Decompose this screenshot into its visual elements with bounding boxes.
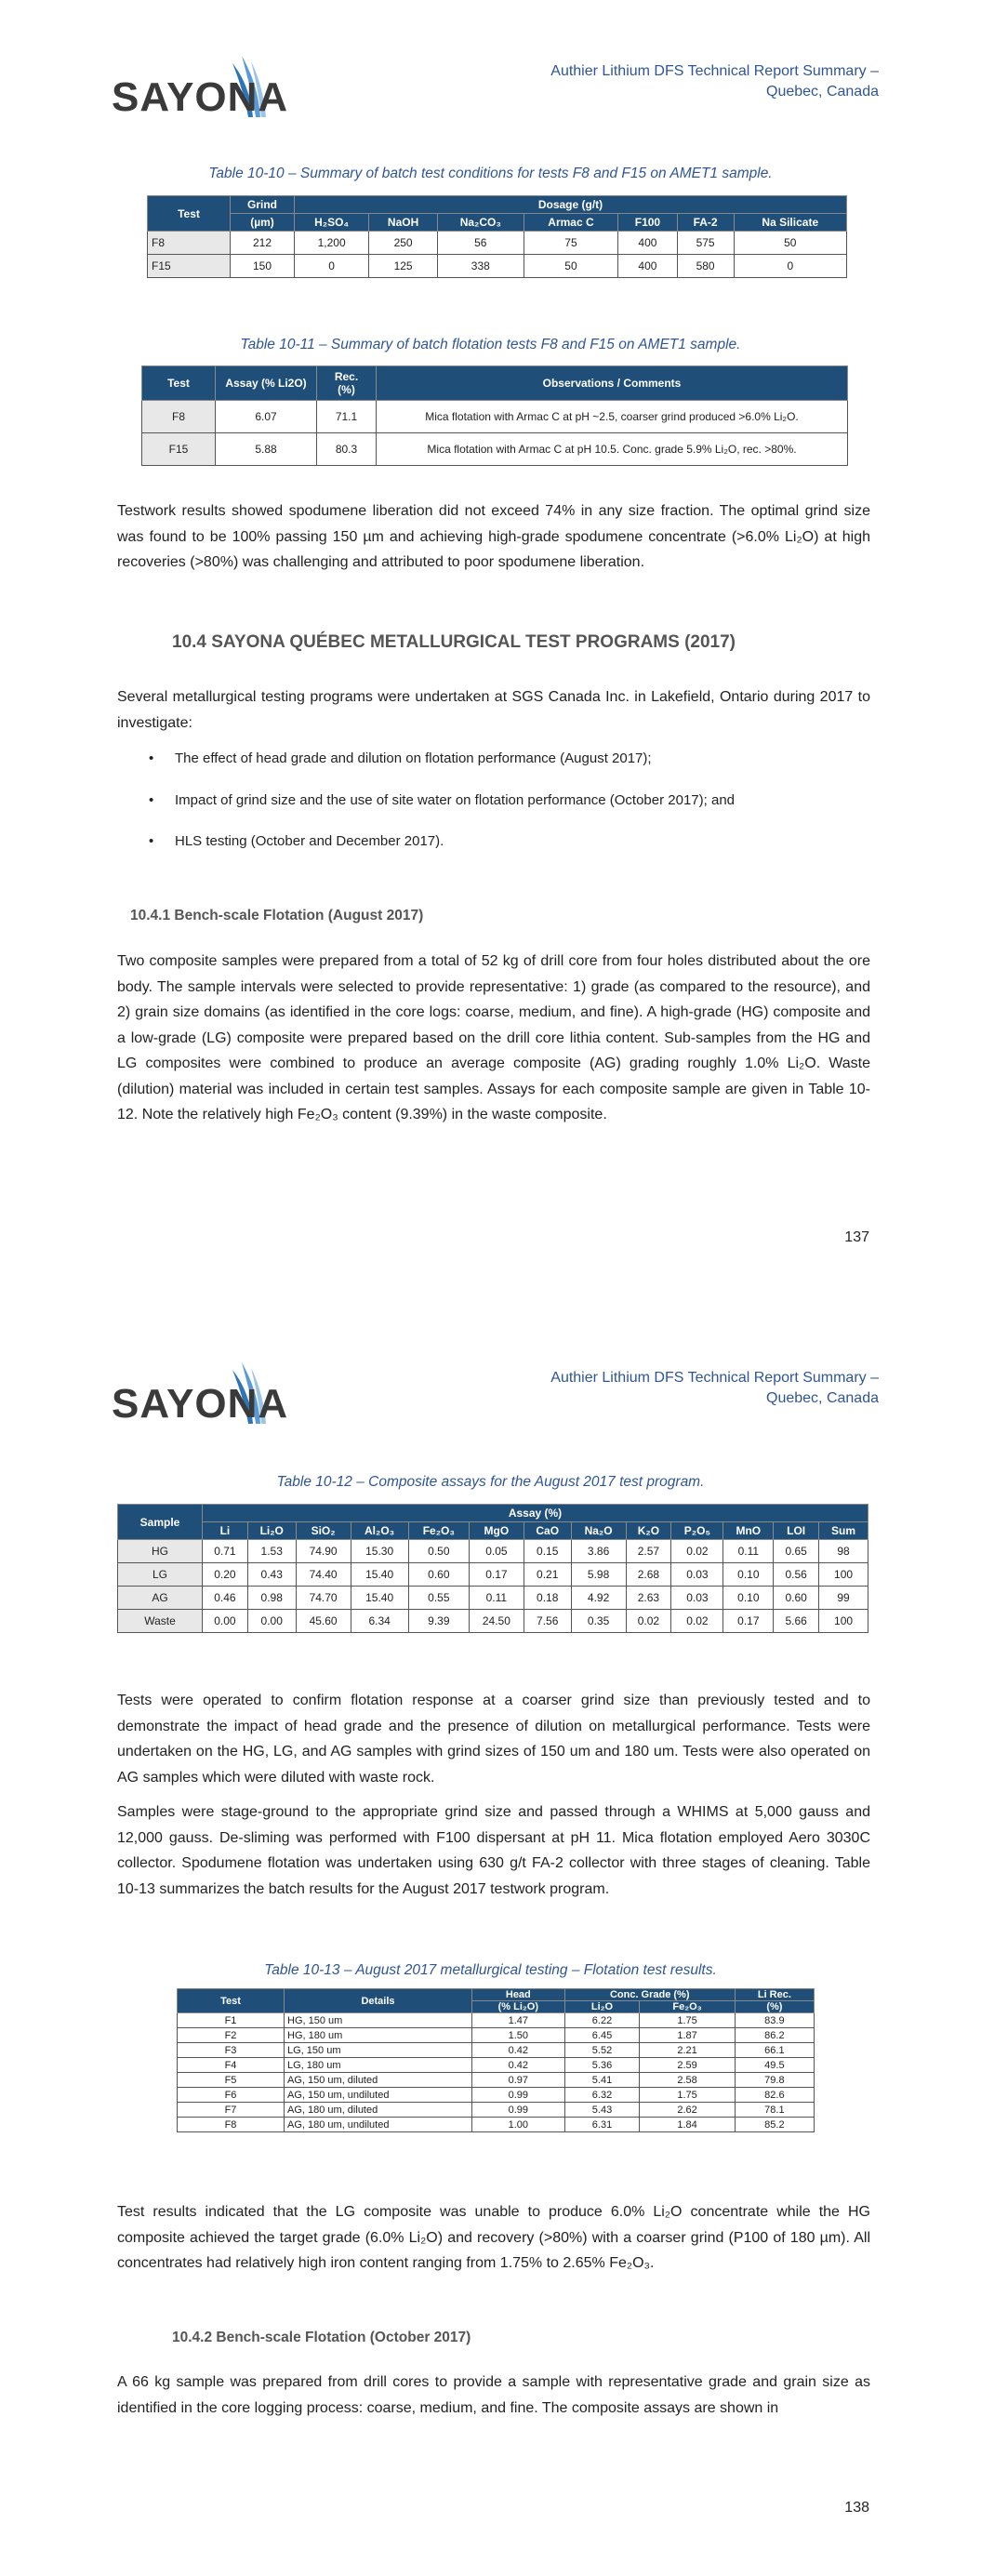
cell: 74.70 [296, 1587, 351, 1610]
cell: 2.59 [640, 2058, 735, 2073]
cell: Mica flotation with Armac C at pH 10.5. Conc. grade 5.9% Li₂O, rec. >80%. [377, 433, 848, 466]
table-row [178, 2103, 815, 2118]
header-title-line1: Authier Lithium DFS Technical Report Summary – [550, 1370, 879, 1386]
col-assay: Assay (%) [203, 1505, 868, 1522]
cell: AG [118, 1587, 203, 1610]
bullet-icon: • [149, 792, 154, 808]
cell: 0.55 [408, 1587, 469, 1610]
col-cao: CaO [524, 1522, 571, 1540]
cell: 6.07 [216, 401, 317, 433]
cell: 0.60 [408, 1563, 469, 1587]
cell: 0.99 [472, 2088, 565, 2103]
col-test: Test [178, 1989, 285, 2013]
table-10-10-caption: Table 10-10 – Summary of batch test conditions for tests F8 and F15 on AMET1 sample. [208, 166, 773, 181]
col-conc-li2o: Li₂O [564, 2001, 640, 2013]
cell: AG, 150 um, undiluted [285, 2088, 472, 2103]
cell: 74.90 [296, 1540, 351, 1563]
cell: Mica flotation with Armac C at pH ~2.5, coarser grind produced >6.0% Li₂O. [377, 401, 848, 433]
col-rec-line1: Rec. [334, 370, 359, 383]
cell: 338 [437, 255, 524, 278]
cell: F1 [178, 2013, 285, 2028]
cell: 50 [524, 255, 618, 278]
cell: F8 [142, 401, 216, 433]
cell: 2.62 [640, 2103, 735, 2118]
table-row [178, 2013, 815, 2028]
cell: 100 [819, 1610, 868, 1633]
cell: 1.84 [640, 2118, 735, 2132]
cell: 74.40 [296, 1563, 351, 1587]
cell: 80.3 [317, 433, 377, 466]
cell: 2.63 [626, 1587, 671, 1610]
col-na2o: Na₂O [571, 1522, 626, 1540]
cell: 0.15 [524, 1540, 571, 1563]
header-title-line1: Authier Lithium DFS Technical Report Summary – [550, 63, 879, 79]
cell: F2 [178, 2028, 285, 2043]
cell: 4.92 [571, 1587, 626, 1610]
col-li-rec: Li Rec. [735, 1989, 814, 2001]
cell: F15 [148, 255, 231, 278]
cell: 0.42 [472, 2043, 565, 2058]
cell: 45.60 [296, 1610, 351, 1633]
cell: F4 [178, 2058, 285, 2073]
cell: 5.43 [564, 2103, 640, 2118]
col-fa2: FA-2 [677, 214, 734, 232]
cell: 212 [231, 232, 295, 255]
col-test: Test [142, 366, 216, 401]
cell: 2.57 [626, 1540, 671, 1563]
col-armac: Armac C [524, 214, 618, 232]
cell: 1.75 [640, 2013, 735, 2028]
table-10-11-caption: Table 10-11 – Summary of batch flotation tests F8 and F15 on AMET1 sample. [240, 337, 741, 352]
paragraph: Samples were stage-ground to the appropriate grind size and passed through a WHIMS at 5,000 gauss and 12,000 gauss. De-sliming was performed with F100 dispersant at pH 11. Mica flotation employed Aero 3030C collector. Spodumene flotation was undertaken using 630 g/t FA-2 collector with three stages of cleaning. Table 10-13 summarizes the batch results for the August 2017 testwork program. [117, 1804, 870, 1897]
cell: 0.17 [469, 1563, 524, 1587]
cell: 0.03 [671, 1587, 723, 1610]
table-10-12 [117, 1504, 868, 1633]
cell: 1.75 [640, 2088, 735, 2103]
paragraph: Test results indicated that the LG composite was unable to produce 6.0% Li₂O concentrate while the HG composite achieved the target grade (6.0% Li₂O) and recovery (>80%) with a coarser grind (P100 of 180 µm). All concentrates had relatively high iron content ranging from 1.75% to 2.65% Fe₂O₃. [117, 2204, 870, 2271]
cell: 85.2 [735, 2118, 814, 2132]
cell: 15.40 [351, 1563, 408, 1587]
col-li-rec-unit: (%) [735, 2001, 814, 2013]
col-rec [317, 366, 377, 401]
cell: 0.11 [469, 1587, 524, 1610]
cell: 15.40 [351, 1587, 408, 1610]
col-f100: F100 [618, 214, 677, 232]
logo-wordmark: SAYONA [112, 74, 289, 120]
cell: 0.21 [524, 1563, 571, 1587]
cell: 0.10 [723, 1563, 774, 1587]
cell: 0.10 [723, 1587, 774, 1610]
table-row [178, 2088, 815, 2103]
cell: 0.98 [247, 1587, 296, 1610]
cell: 0 [734, 255, 846, 278]
report-header [550, 1368, 879, 1409]
cell: 79.8 [735, 2073, 814, 2088]
table-row [118, 1563, 868, 1587]
cell: 78.1 [735, 2103, 814, 2118]
col-li2o: Li₂O [247, 1522, 296, 1540]
table-10-12-caption: Table 10-12 – Composite assays for the August 2017 test program. [276, 1474, 705, 1490]
cell: 6.22 [564, 2013, 640, 2028]
cell: 0 [295, 255, 369, 278]
paragraph: Several metallurgical testing programs were undertaken at SGS Canada Inc. in Lakefield, Ontario during 2017 to investigate: [117, 689, 870, 731]
table-row [142, 433, 848, 466]
table-row [148, 255, 847, 278]
cell: F8 [148, 232, 231, 255]
cell: AG, 180 um, diluted [285, 2103, 472, 2118]
cell: 82.6 [735, 2088, 814, 2103]
cell: 6.34 [351, 1610, 408, 1633]
cell: 0.65 [774, 1540, 819, 1563]
col-details: Details [285, 1989, 472, 2013]
header-title-line2: Quebec, Canada [766, 84, 879, 100]
cell: 0.35 [571, 1610, 626, 1633]
subsection-heading: 10.4.1 Bench-scale Flotation (August 2017) [130, 908, 424, 923]
cell: 580 [677, 255, 734, 278]
table-row [178, 2043, 815, 2058]
col-al2o3: Al₂O₃ [351, 1522, 408, 1540]
cell: 6.32 [564, 2088, 640, 2103]
col-grind: Grind [231, 196, 295, 214]
report-header [550, 61, 879, 102]
paragraph: Tests were operated to confirm flotation response at a coarser grind size than previously tested and to demonstrate the impact of head grade and the presence of dilution on metallurgical performance. Tests were undertaken on the HG, LG, and AG samples with grind sizes of 150 um and 180 um. Tests were also operated on AG samples which were diluted with waste rock. [117, 1693, 870, 1786]
table-row [178, 2118, 815, 2132]
cell: F15 [142, 433, 216, 466]
cell: 1.87 [640, 2028, 735, 2043]
col-assay: Assay (% Li2O) [216, 366, 317, 401]
page-138 [0, 1307, 981, 2576]
cell: 66.1 [735, 2043, 814, 2058]
cell: 2.68 [626, 1563, 671, 1587]
cell: 1,200 [295, 232, 369, 255]
paragraph: A 66 kg sample was prepared from drill cores to provide a sample with representative grade and grain size as identified in the core logging process: coarse, medium, and fine. The composite assays are shown in [117, 2374, 870, 2416]
cell: F8 [178, 2118, 285, 2132]
cell: 1.50 [472, 2028, 565, 2043]
table-10-11 [141, 365, 848, 466]
paragraph: Two composite samples were prepared from a total of 52 kg of drill core from four holes distributed about the ore body. The sample intervals were selected to provide representative: 1) grade (as compared to the resource), and 2) grain size domains (as identified in the core logs: coarse, medium, and fine). A high-grade (HG) composite and a low-grade (LG) composite were prepared based on the drill core lithia content. Sub-samples from the HG and LG composites were combined to produce an average composite (AG) grading roughly 1.0% Li₂O. Waste (dilution) material was included in certain test samples. Assays for each composite sample are given in Table 10-12. Note the relatively high Fe₂O₃ content (9.39%) in the waste composite. [117, 953, 870, 1122]
cell: 125 [369, 255, 438, 278]
cell: Waste [118, 1610, 203, 1633]
col-conc-fe2o3: Fe₂O₃ [640, 2001, 735, 2013]
cell: 71.1 [317, 401, 377, 433]
cell: 0.05 [469, 1540, 524, 1563]
cell: AG, 180 um, undiluted [285, 2118, 472, 2132]
cell: 0.42 [472, 2058, 565, 2073]
list-item-text: The effect of head grade and dilution on flotation performance (August 2017); [175, 750, 652, 766]
cell: 49.5 [735, 2058, 814, 2073]
col-k2o: K₂O [626, 1522, 671, 1540]
cell: 9.39 [408, 1610, 469, 1633]
col-mno: MnO [723, 1522, 774, 1540]
section-heading: 10.4 SAYONA QUÉBEC METALLURGICAL TEST PROGRAMS (2017) [172, 632, 736, 652]
page-number: 138 [844, 2500, 869, 2516]
col-fe2o3: Fe₂O₃ [408, 1522, 469, 1540]
cell: LG, 150 um [285, 2043, 472, 2058]
col-observations: Observations / Comments [377, 366, 848, 401]
col-grind-unit: (µm) [231, 214, 295, 232]
cell: 50 [734, 232, 846, 255]
col-head: Head [472, 1989, 565, 2001]
cell: 575 [677, 232, 734, 255]
cell: 5.52 [564, 2043, 640, 2058]
logo-wordmark: SAYONA [112, 1381, 289, 1427]
cell: 0.00 [203, 1610, 248, 1633]
header-title-line2: Quebec, Canada [766, 1390, 879, 1406]
subsection-heading: 10.4.2 Bench-scale Flotation (October 2017) [172, 2330, 471, 2345]
cell: 0.18 [524, 1587, 571, 1610]
col-h2so4: H₂SO₄ [295, 214, 369, 232]
cell: 0.17 [723, 1610, 774, 1633]
table-row [118, 1587, 868, 1610]
cell: 7.56 [524, 1610, 571, 1633]
cell: 1.00 [472, 2118, 565, 2132]
table-row [148, 232, 847, 255]
cell: F7 [178, 2103, 285, 2118]
bullet-icon: • [149, 750, 154, 766]
cell: 99 [819, 1587, 868, 1610]
cell: 24.50 [469, 1610, 524, 1633]
cell: 0.02 [671, 1540, 723, 1563]
cell: 1.47 [472, 2013, 565, 2028]
cell: 0.00 [247, 1610, 296, 1633]
sayona-logo [112, 1361, 289, 1435]
page-number: 137 [844, 1229, 869, 1245]
cell: 0.43 [247, 1563, 296, 1587]
col-sio2: SiO₂ [296, 1522, 351, 1540]
col-na2co3: Na₂CO₃ [437, 214, 524, 232]
cell: HG, 180 um [285, 2028, 472, 2043]
cell: 75 [524, 232, 618, 255]
bullet-icon: • [149, 833, 154, 849]
cell: 83.9 [735, 2013, 814, 2028]
col-sum: Sum [819, 1522, 868, 1540]
sayona-logo [112, 54, 289, 128]
cell: F5 [178, 2073, 285, 2088]
cell: 1.53 [247, 1540, 296, 1563]
col-head-unit: (% Li₂O) [472, 2001, 565, 2013]
cell: 5.88 [216, 433, 317, 466]
cell: 0.97 [472, 2073, 565, 2088]
cell: 15.30 [351, 1540, 408, 1563]
cell: 5.41 [564, 2073, 640, 2088]
table-10-13 [177, 1988, 815, 2132]
cell: 0.99 [472, 2103, 565, 2118]
cell: 5.98 [571, 1563, 626, 1587]
cell: F3 [178, 2043, 285, 2058]
cell: 2.58 [640, 2073, 735, 2088]
cell: 3.86 [571, 1540, 626, 1563]
cell: F6 [178, 2088, 285, 2103]
col-dosage: Dosage (g/t) [295, 196, 847, 214]
cell: 0.03 [671, 1563, 723, 1587]
cell: 0.71 [203, 1540, 248, 1563]
col-conc-grade: Conc. Grade (%) [564, 1989, 735, 2001]
cell: 0.60 [774, 1587, 819, 1610]
cell: LG, 180 um [285, 2058, 472, 2073]
table-10-13-caption: Table 10-13 – August 2017 metallurgical testing – Flotation test results. [264, 1962, 717, 1978]
cell: 100 [819, 1563, 868, 1587]
col-mgo: MgO [469, 1522, 524, 1540]
cell: 86.2 [735, 2028, 814, 2043]
table-row [118, 1540, 868, 1563]
cell: 0.20 [203, 1563, 248, 1587]
paragraph: Testwork results showed spodumene liberation did not exceed 74% in any size fraction. The optimal grind size was found to be 100% passing 150 µm and achieving high-grade spodumene concentrate (>6.0% Li₂O) at high recoveries (>80%) was challenging and attributed to poor spodumene liberation. [117, 503, 870, 570]
cell: 0.50 [408, 1540, 469, 1563]
cell: 6.31 [564, 2118, 640, 2132]
cell: 400 [618, 255, 677, 278]
list-item-text: Impact of grind size and the use of site water on flotation performance (October 2017); and [175, 792, 735, 808]
cell: 6.45 [564, 2028, 640, 2043]
cell: 400 [618, 232, 677, 255]
col-rec-line2: (%) [338, 383, 355, 396]
cell: HG, 150 um [285, 2013, 472, 2028]
cell: 98 [819, 1540, 868, 1563]
table-10-10 [147, 195, 847, 278]
table-row [178, 2058, 815, 2073]
col-li: Li [203, 1522, 248, 1540]
list-item-text: HLS testing (October and December 2017). [175, 833, 444, 849]
table-row [142, 401, 848, 433]
cell: 0.02 [671, 1610, 723, 1633]
cell: 2.21 [640, 2043, 735, 2058]
col-na-silicate: Na Silicate [734, 214, 846, 232]
table-row [178, 2028, 815, 2043]
col-loi: LOI [774, 1522, 819, 1540]
cell: 250 [369, 232, 438, 255]
page-137 [0, 0, 981, 1269]
cell: 56 [437, 232, 524, 255]
cell: 0.11 [723, 1540, 774, 1563]
cell: 5.66 [774, 1610, 819, 1633]
table-row [118, 1610, 868, 1633]
col-p2o5: P₂O₅ [671, 1522, 723, 1540]
cell: 5.36 [564, 2058, 640, 2073]
cell: 0.46 [203, 1587, 248, 1610]
col-test: Test [148, 196, 231, 232]
table-row [178, 2073, 815, 2088]
col-sample: Sample [118, 1505, 203, 1540]
cell: LG [118, 1563, 203, 1587]
cell: 150 [231, 255, 295, 278]
cell: HG [118, 1540, 203, 1563]
cell: 0.56 [774, 1563, 819, 1587]
cell: AG, 150 um, diluted [285, 2073, 472, 2088]
cell: 0.02 [626, 1610, 671, 1633]
col-naoh: NaOH [369, 214, 438, 232]
